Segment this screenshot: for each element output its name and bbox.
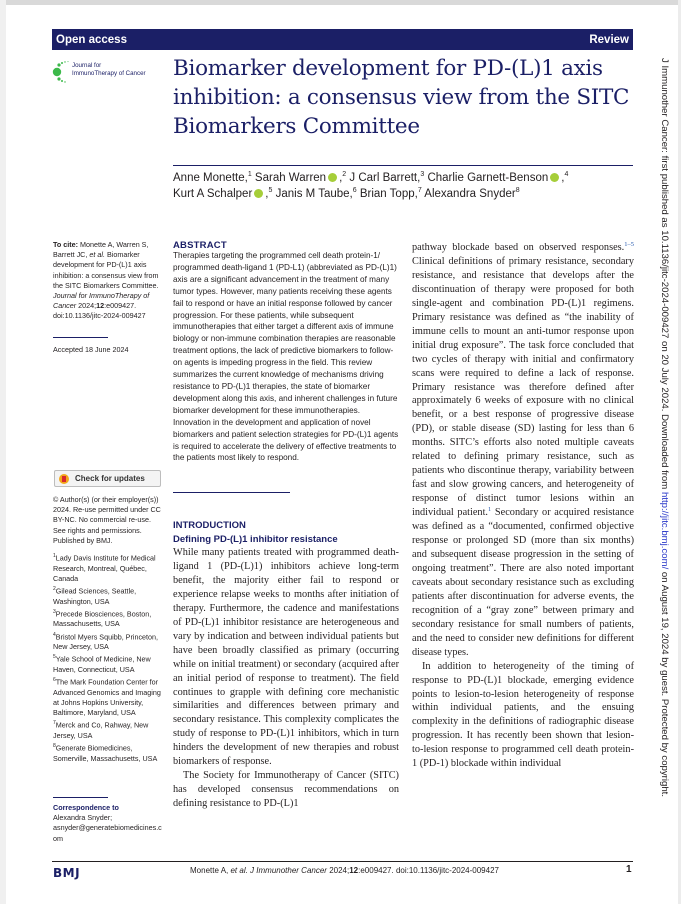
affiliation-number: 6 bbox=[53, 677, 56, 684]
text-run: Secondary or acquired resistance was defined as a “documented, confirmed objective response or prolonged SD (more than six months) and subsequent disease progression in the setting of ongoing treatment”. There are also noted important caveats about secondary resistance such as excluding patients after discontinuation for adverse events, the recognition of a “gray zone” between primary and secondary resistance for small numbers of patients, and the need to consider new definitions for different disease types. bbox=[412, 507, 634, 658]
introduction-heading: INTRODUCTION bbox=[173, 520, 246, 531]
affiliation-item bbox=[53, 741, 165, 764]
affiliation-number: 3 bbox=[53, 608, 56, 615]
margin-text: on August 19, 2024 by guest. Protected by copyright. bbox=[659, 569, 670, 797]
affiliation-number: 7 bbox=[53, 720, 56, 727]
footer-divider bbox=[52, 861, 633, 862]
author-list: Anne Monette,$^1$ Sarah Warren ,$^2$ J Carl Barrett,$^3$ Charlie Garnett-Benson ,$^4$ Kurt A Schalper ,$^5$ Janis M Taube,$^6$ Brian Topp,$^7$ Alexandra Snyder$^8$ bbox=[173, 171, 569, 200]
body-paragraph: While many patients treated with programmed death-ligand 1 (PD-(L)1) inhibitors achieve long-term benefit, the majority either fail to respond or experience relapse weeks to months after initiation of therapy. Furthermore, the cadence and manifestations of PD-(L)1 inhibitor resistance are heterogeneous and vary by indication and between individual patients but have been broadly classified as primary (occurring while on initial treatment) or secondary (acquired after an initial period of response to treatment). The field continues to grapple with defining core mechanistic similarities and differences between primary and secondary resistance. This complexity complicates the study of response to PD-(L)1 inhibitors, which in turn hinders the development of new therapies and robust biomarkers of response. bbox=[173, 547, 399, 768]
affiliation-item bbox=[53, 675, 165, 718]
affiliation-number: 5 bbox=[53, 654, 56, 661]
abstract-text: Therapies targeting the programmed cell death protein-1/ programmed death-ligand 1 (PD-L1) (abbreviated as PD-(L)1) axis are a significant advancement in the treatment of many tumor types. However, many patients receiving these agents fail to respond or have an initial response followed by cancer progression. For these patients, while subsequent immunotherapies that either target a different axis of immune biology or non-immune combination therapies are reasonable treatment options, the lack of predictive biomarkers to follow-on agents is impeding progress in the field. This review summarizes the current knowledge of mechanisms driving resistance to PD-(L)1 therapies, the state of biomarker development along this axis, and inherent challenges in future biomarker development for these immunotherapies. Innovation in the development and application of novel biomarkers and patient selection strategies for PD-(L)1 agents is required to accelerate the delivery of effective treatments to the patients most likely to respond. bbox=[173, 251, 399, 463]
sidebar-divider bbox=[53, 337, 108, 338]
article-title: Biomarker development for PD-(L)1 axis inhibition: a consensus view from the SITC Biomarkers Committee bbox=[173, 56, 630, 139]
cite-doi: :e009427. doi:10.1136/jitc-2024-009427 bbox=[53, 301, 146, 321]
text-run: pathway blockade based on observed responses. bbox=[412, 242, 625, 253]
bmj-logo: BMJ bbox=[53, 866, 81, 880]
body-paragraph bbox=[412, 241, 634, 660]
body-paragraph: In addition to heterogeneity of the timing of response to PD-(L)1 blockade, emerging evidence points to lesion-to-lesion heterogeneity of response within individual patients, and the ensuing complexity in the definitions of radiographic disease progression. It has recently been shown that lesion-to-lesion response to programmed cell death protein-1 (PD-1) blockade within individual bbox=[412, 660, 634, 770]
cite-year: 2024; bbox=[78, 301, 97, 311]
orcid-icon[interactable] bbox=[328, 173, 337, 182]
journal-logo-line1: Journal for bbox=[72, 62, 102, 69]
body-column-1 bbox=[173, 546, 399, 811]
journal-logo-text bbox=[72, 62, 146, 78]
affiliation-item bbox=[53, 652, 165, 675]
orcid-icon[interactable] bbox=[550, 173, 559, 182]
footer-journal: et al. J Immunother Cancer bbox=[230, 866, 327, 875]
article-type-label: Review bbox=[589, 33, 629, 46]
affiliation-text: Lady Davis Institute for Medical Research, Montreal, Québec, Canada bbox=[53, 553, 156, 583]
author-affiliation-marker: 4 bbox=[564, 171, 569, 178]
affiliations-list bbox=[53, 551, 165, 764]
journal-logo-line2: ImmunoTherapy of Cancer bbox=[72, 70, 146, 77]
body-paragraph: The Society for Immunotherapy of Cancer (SITC) has developed consensus recommendations on defining resistance to PD-(L)1 bbox=[173, 770, 399, 810]
reference-link[interactable]: 1 bbox=[488, 506, 492, 514]
text-run: Clinical definitions of primary resistance, secondary resistance, and resistance that develops after the discontinuation of therapy were proposed for both single-agent and combination PD-(L)1 regimens. Primary resistance was defined as “the inability of immune cells to mount an anti-tumor response upon initial drug exposure”. The task force concluded that two cycles of therapy with initial and confirmatory scans were required to define a lack of response. Primary resistance was therefore defined after approximately 6 weeks of exposure with no clinical benefit, or a best response of progressive disease (PD), or stable disease (SD) lasting for less than 6 months. SITC’s efforts also noted multiple caveats related to defining primary resistance, such as patients who discontinue therapy, variability between fast and slow growing cancers, and heterogeneity of response of distinct tumor lesions within an individual patient. bbox=[412, 255, 634, 519]
affiliation-item bbox=[53, 551, 165, 584]
author-name: Brian Topp, bbox=[359, 188, 418, 200]
copyright-notice: © Author(s) (or their employer(s)) 2024. Re-use permitted under CC BY-NC. No commercial re-use. See rights and permissions. Published by BMJ. bbox=[53, 495, 161, 545]
margin-text: J Immunother Cancer: first published as 10.1136/jitc-2024-009427 on 20 July 2024. Downloaded from bbox=[659, 58, 670, 492]
abstract-heading: ABSTRACT bbox=[173, 240, 227, 251]
cite-journal: Journal for ImmunoTherapy of Cancer bbox=[53, 291, 150, 311]
page-number: 1 bbox=[626, 864, 632, 875]
author-affiliation-marker: 7 bbox=[417, 187, 422, 194]
journal-logo-icon bbox=[52, 60, 72, 84]
footer-citation bbox=[190, 866, 499, 875]
affiliation-text: Merck and Co, Rahway, New Jersey, USA bbox=[53, 720, 149, 740]
affiliation-text: Gilead Sciences, Seattle, Washington, USA bbox=[53, 586, 137, 606]
margin-download-note bbox=[659, 58, 670, 797]
journal-link[interactable]: http://jitc.bmj.com/ bbox=[659, 491, 670, 570]
orcid-icon[interactable] bbox=[254, 189, 263, 198]
correspondence-name: Alexandra Snyder; bbox=[53, 813, 113, 823]
footer-volume: 12 bbox=[349, 866, 359, 875]
footer-year: 2024; bbox=[326, 866, 350, 875]
author-affiliation-marker: 6 bbox=[352, 187, 357, 194]
check-for-updates-button[interactable] bbox=[54, 470, 161, 487]
affiliation-number: 8 bbox=[53, 743, 56, 750]
viewer-frame-left bbox=[0, 0, 6, 904]
author-name: Sarah Warren bbox=[254, 172, 327, 184]
affiliation-text: Precede Biosciences, Boston, Massachusetts, USA bbox=[53, 609, 152, 629]
accepted-date: Accepted 18 June 2024 bbox=[53, 345, 129, 354]
correspondence-email[interactable]: asnyder@generatebiomedicines.com bbox=[53, 823, 162, 843]
correspondence-block bbox=[53, 803, 165, 844]
author-affiliation-marker: 1 bbox=[247, 171, 252, 178]
cite-label: To cite: bbox=[53, 240, 79, 249]
check-updates-icon bbox=[59, 474, 69, 484]
affiliation-item bbox=[53, 584, 165, 607]
affiliation-number: 2 bbox=[53, 586, 56, 592]
citation-block bbox=[53, 240, 165, 322]
author-name: Charlie Garnett-Benson bbox=[427, 172, 549, 184]
cite-etal: et al. bbox=[89, 250, 105, 260]
affiliation-text: The Mark Foundation Center for Advanced Genomics and Imaging at Johns Hopkins University, Baltimore, Maryland, USA bbox=[53, 677, 161, 718]
footer-doi: :e009427. doi:10.1136/jitc-2024-009427 bbox=[358, 866, 499, 875]
journal-logo bbox=[52, 60, 172, 84]
affiliation-item bbox=[53, 607, 165, 630]
author-name: Janis M Taube, bbox=[275, 188, 353, 200]
body-column-2 bbox=[412, 241, 634, 771]
section-subheading: Defining PD-(L)1 inhibitor resistance bbox=[173, 534, 338, 545]
affiliation-number: 4 bbox=[53, 631, 56, 638]
author-affiliation-marker: 3 bbox=[420, 171, 425, 178]
correspondence-label: Correspondence to bbox=[53, 803, 119, 812]
affiliation-item bbox=[53, 718, 165, 741]
cite-title: Biomarker development for PD-(L)1 axis inhibition: a consensus view from the SITC Biomarkers Committee. bbox=[53, 250, 159, 290]
author-name: J Carl Barrett, bbox=[349, 172, 421, 184]
affiliation-text: Generate Biomedicines, Somerville, Massachusetts, USA bbox=[53, 743, 158, 763]
author-affiliation-marker: 8 bbox=[515, 187, 520, 194]
author-name: Kurt A Schalper bbox=[173, 188, 253, 200]
footer-authors: Monette A, bbox=[190, 866, 229, 875]
author-name: Alexandra Snyder bbox=[424, 188, 516, 200]
affiliation-item bbox=[53, 630, 165, 653]
affiliation-number: 1 bbox=[53, 553, 56, 559]
author-affiliation-marker: 2 bbox=[342, 171, 347, 178]
header-banner bbox=[52, 29, 633, 50]
reference-link[interactable]: 1–5 bbox=[624, 241, 634, 248]
check-updates-label: Check for updates bbox=[75, 474, 145, 483]
author-name: Anne Monette, bbox=[173, 172, 248, 184]
title-divider bbox=[173, 165, 633, 166]
affiliation-text: Bristol Myers Squibb, Princeton, New Jersey, USA bbox=[53, 631, 159, 652]
cite-authors: Monette A, Warren S, Barrett JC, bbox=[53, 240, 149, 260]
abstract-divider bbox=[173, 492, 290, 493]
cite-volume: 12 bbox=[96, 301, 105, 311]
viewer-frame-top bbox=[0, 0, 681, 5]
author-affiliation-marker: 5 bbox=[268, 187, 273, 194]
sidebar-divider-2 bbox=[53, 797, 108, 798]
open-access-label: Open access bbox=[56, 33, 127, 46]
affiliation-text: Yale School of Medicine, New Haven, Connecticut, USA bbox=[53, 654, 151, 674]
